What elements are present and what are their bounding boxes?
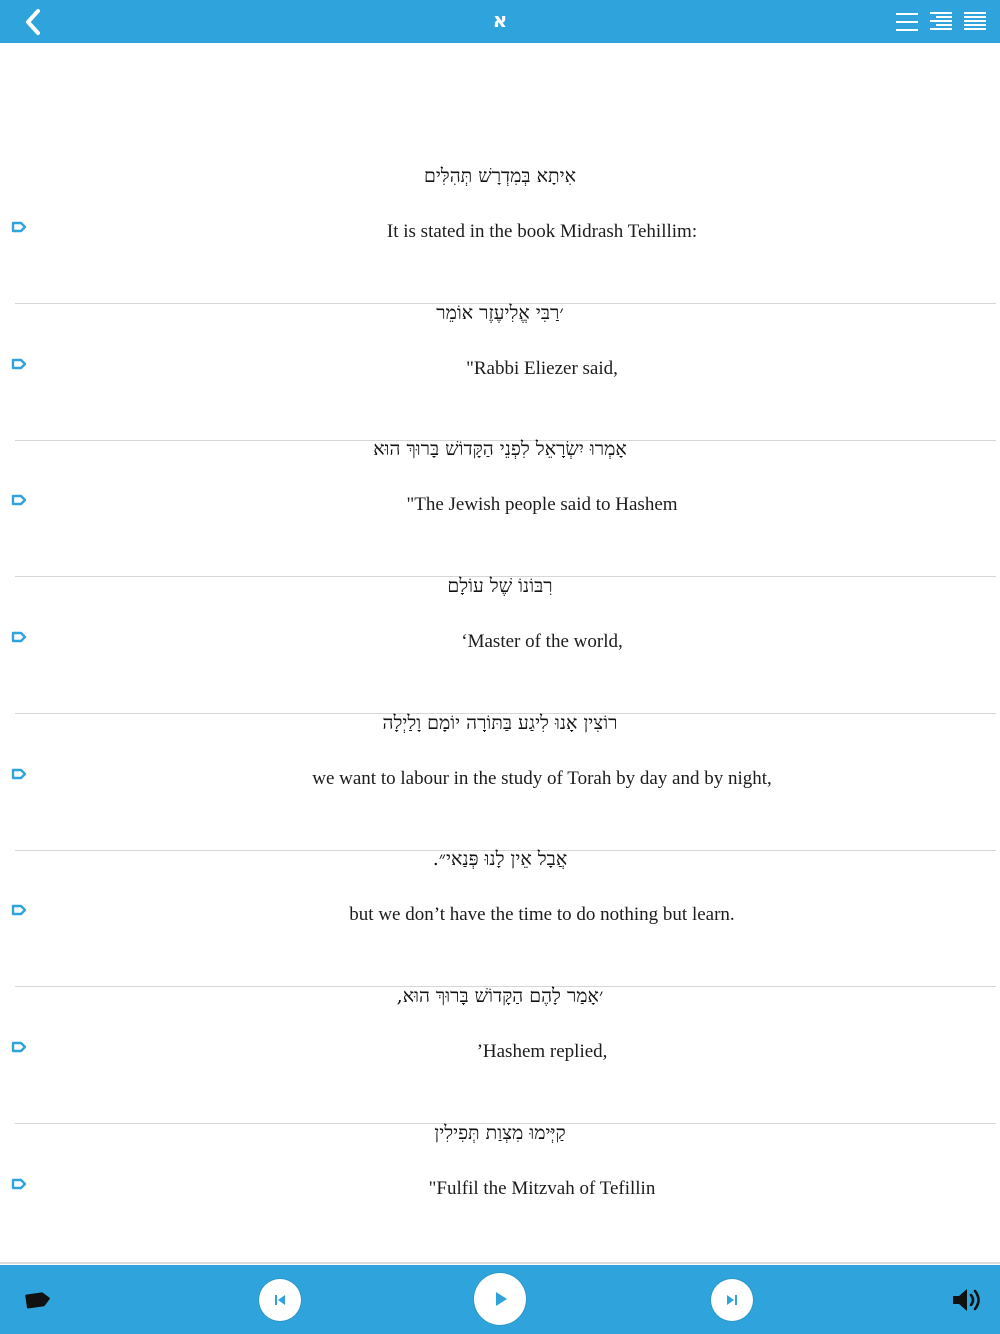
next-button[interactable]	[711, 1279, 753, 1321]
verse-row	[0, 440, 1000, 577]
hebrew-text: ׳רַבִּי אֱלִיעֶזֶר אוֹמֵר	[436, 302, 564, 324]
tag-icon[interactable]	[24, 1289, 52, 1311]
bookmark-tag-icon[interactable]	[11, 631, 27, 643]
verse-row	[0, 167, 1000, 304]
view-mode-toolbar	[896, 11, 986, 33]
hebrew-text: אֲבָל אֵין לָנוּ פְּנַאי״.	[432, 848, 568, 870]
verse-row	[0, 987, 1000, 1124]
play-icon	[491, 1290, 509, 1308]
bookmark-tag-icon[interactable]	[11, 494, 27, 506]
verse-row	[0, 304, 1000, 441]
skip-previous-icon	[273, 1293, 287, 1307]
volume-icon[interactable]	[950, 1285, 984, 1315]
verse-row	[0, 577, 1000, 714]
english-text: "Rabbi Eliezer said,	[466, 358, 618, 379]
page-title: א	[492, 8, 508, 32]
footer-divider	[0, 1262, 1000, 1264]
hebrew-text: אִיתָא בְּמִדְרָשׁ תְּהִלִּים	[423, 165, 577, 187]
hebrew-text: אָמְרוּ יִשְׂרָאֵל לִפְנֵי הַקָּדוֹשׁ בָּרוּךְ הוּא	[373, 438, 627, 460]
align-right-icon[interactable]	[930, 11, 952, 33]
top-bar	[0, 0, 1000, 43]
previous-button[interactable]	[259, 1279, 301, 1321]
verse-row	[0, 1124, 1000, 1200]
english-text: "The Jewish people said to Hashem	[406, 494, 678, 515]
hebrew-text: ׳אָמַר לָהֶם הַקָּדוֹשׁ בָּרוּךְ הוּא,	[396, 985, 604, 1007]
english-text: we want to labour in the study of Torah by day and by night,	[312, 768, 772, 789]
skip-next-icon	[725, 1293, 739, 1307]
english-text: "Fulfil the Mitzvah of Tefillin	[428, 1178, 656, 1199]
player-bar	[0, 1265, 1000, 1334]
verse-row	[0, 850, 1000, 987]
english-text: It is stated in the book Midrash Tehillim:	[386, 221, 698, 242]
bookmark-tag-icon[interactable]	[11, 904, 27, 916]
play-button[interactable]	[474, 1273, 526, 1325]
align-center-icon[interactable]	[896, 11, 918, 33]
hebrew-text: רוֹצִין אָנוּ לִיגַע בַּתּוֹרָה יוֹמָם וָלַיְלָה	[382, 712, 618, 734]
justify-icon[interactable]	[964, 11, 986, 33]
bookmark-tag-icon[interactable]	[11, 221, 27, 233]
verse-list[interactable]	[0, 43, 1000, 1200]
english-text: but we don’t have the time to do nothing but learn.	[349, 904, 735, 925]
bookmark-tag-icon[interactable]	[11, 1178, 27, 1190]
verse-row	[0, 714, 1000, 851]
hebrew-text: קַיְּימוּ מִצְוַת תְּפִילִין	[434, 1122, 566, 1144]
bookmark-tag-icon[interactable]	[11, 768, 27, 780]
bookmark-tag-icon[interactable]	[11, 1041, 27, 1053]
english-text: ’Hashem replied,	[476, 1041, 608, 1062]
english-text: ‘Master of the world,	[461, 631, 623, 652]
hebrew-text: רִבּוֹנוֹ שֶׁל עוֹלָם	[447, 575, 553, 597]
bookmark-tag-icon[interactable]	[11, 358, 27, 370]
